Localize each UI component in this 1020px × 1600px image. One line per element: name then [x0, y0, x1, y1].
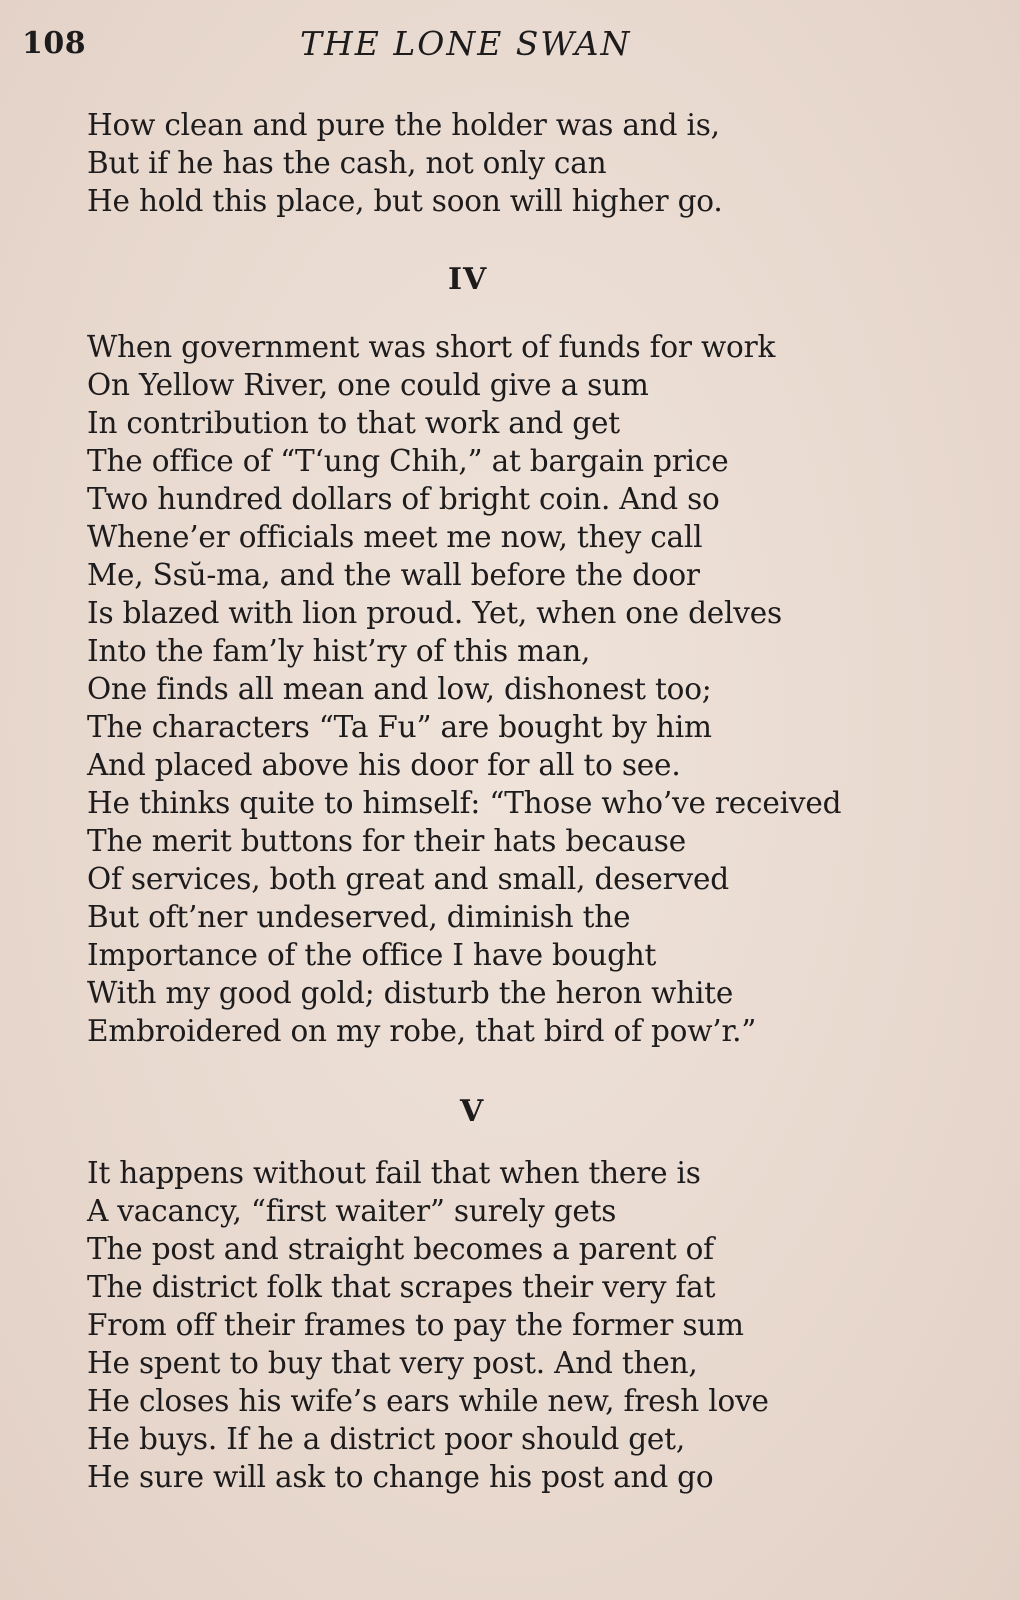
- section-heading-v: V: [460, 1094, 485, 1129]
- running-title: THE LONE SWAN: [300, 24, 632, 63]
- poem-line: How clean and pure the holder was and is,: [87, 108, 720, 142]
- section-v-stanza: [87, 1154, 769, 1496]
- section-heading-iv: IV: [448, 262, 488, 297]
- opening-stanza: [87, 106, 723, 220]
- poem-line: Whene’er officials meet me now, they call: [87, 520, 703, 554]
- poem-line: And placed above his door for all to see.: [87, 748, 681, 782]
- poem-line: With my good gold; disturb the heron white: [87, 976, 734, 1010]
- poem-line: It happens without fail that when there is: [87, 1156, 701, 1190]
- poem-line: On Yellow River, one could give a sum: [87, 368, 649, 402]
- poem-line: From off their frames to pay the former sum: [87, 1308, 744, 1342]
- poem-line: Into the fam’ly hist’ry of this man,: [87, 634, 591, 668]
- poem-line: Of services, both great and small, deserved: [87, 862, 729, 896]
- poem-line: The characters “Ta Fu” are bought by him: [87, 710, 712, 744]
- poem-line: The office of “T‘ung Chih,” at bargain price: [87, 444, 729, 478]
- poem-line: Me, Ssŭ-ma, and the wall before the door: [87, 558, 700, 592]
- poem-line: The district folk that scrapes their very fat: [87, 1270, 716, 1304]
- poem-line: The merit buttons for their hats because: [87, 824, 686, 858]
- poem-line: The post and straight becomes a parent of: [87, 1232, 714, 1266]
- poem-line: He buys. If he a district poor should get,: [87, 1422, 686, 1456]
- poem-line: But if he has the cash, not only can: [87, 146, 607, 180]
- poem-line: One finds all mean and low, dishonest too;: [87, 672, 712, 706]
- poem-line: Is blazed with lion proud. Yet, when one delves: [87, 596, 782, 630]
- poem-line: Embroidered on my robe, that bird of pow’r.”: [87, 1014, 757, 1048]
- page-number: 108: [22, 26, 87, 61]
- poem-line: Importance of the office I have bought: [87, 938, 657, 972]
- poem-line: But oft’ner undeserved, diminish the: [87, 900, 631, 934]
- section-iv-stanza: [87, 328, 841, 1050]
- poem-line: A vacancy, “first waiter” surely gets: [87, 1194, 617, 1228]
- poem-line: He hold this place, but soon will higher go.: [87, 184, 723, 218]
- poem-line: When government was short of funds for work: [87, 330, 776, 364]
- poem-line: Two hundred dollars of bright coin. And so: [87, 482, 720, 516]
- poem-line: He closes his wife’s ears while new, fresh love: [87, 1384, 769, 1418]
- poem-line: He thinks quite to himself: “Those who’ve received: [87, 786, 842, 820]
- poem-line: He sure will ask to change his post and go: [87, 1460, 714, 1494]
- poem-line: In contribution to that work and get: [87, 406, 620, 440]
- poem-line: He spent to buy that very post. And then,: [87, 1346, 698, 1380]
